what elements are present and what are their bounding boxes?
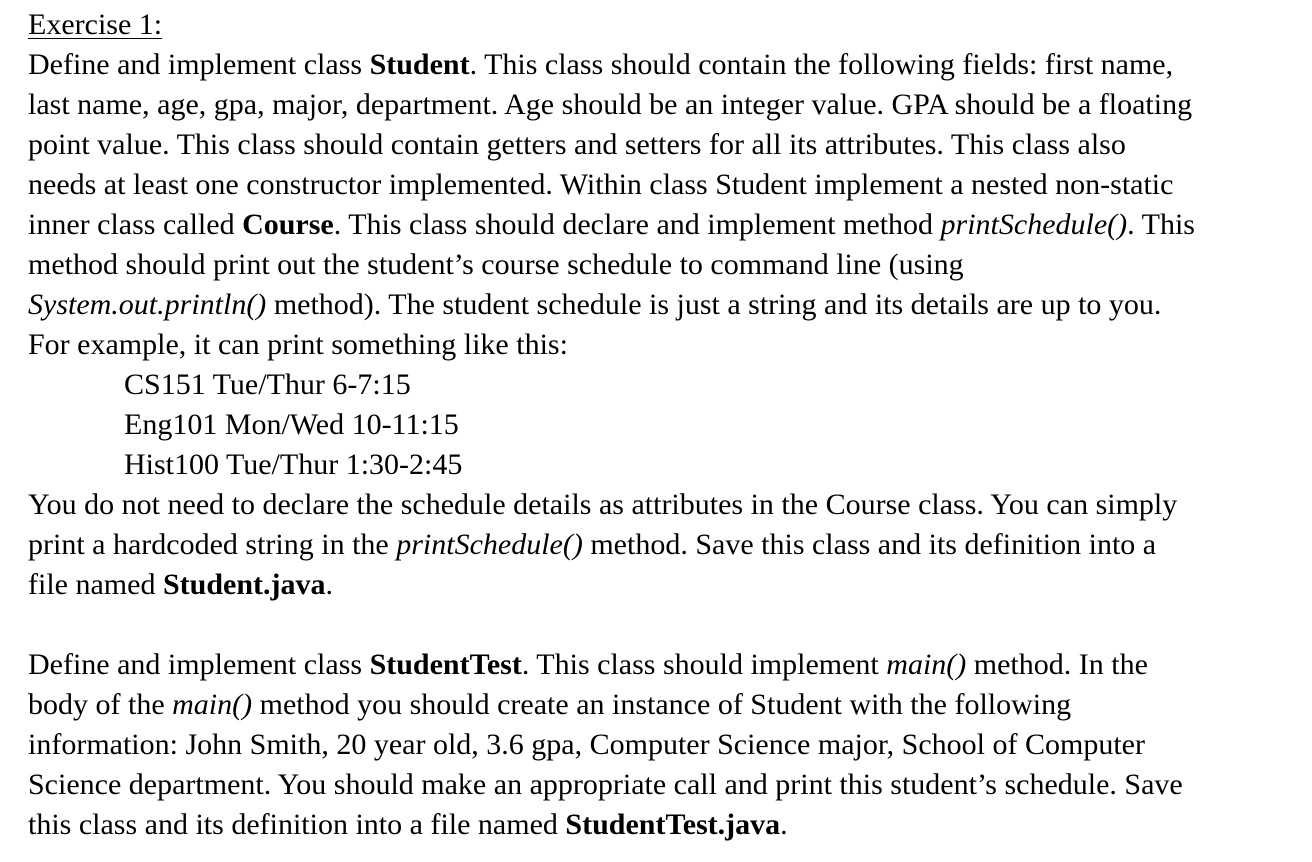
class-name-student: Student <box>369 48 470 81</box>
text-line: information: John Smith, 20 year old, 3.6 gpa, Computer Science major, School of Computer <box>28 728 1145 761</box>
text-line: this class and its definition into a file named StudentTest.java. <box>28 808 788 841</box>
text-line: print a hardcoded string in the printSchedule() method. Save this class and its definition into a <box>28 528 1157 561</box>
schedule-line: CS151 Tue/Thur 6-7:15 <box>124 368 411 401</box>
text-line: point value. This class should contain getters and setters for all its attributes. This class also <box>28 128 1126 161</box>
schedule-line: Hist100 Tue/Thur 1:30-2:45 <box>124 448 463 481</box>
file-name-studenttest-java: StudentTest.java <box>565 808 781 841</box>
paragraph-schedule-notes <box>28 485 1288 605</box>
document <box>28 5 1288 845</box>
paragraph-studenttest-class <box>28 645 1288 845</box>
text-line: method should print out the student’s course schedule to command line (using <box>28 248 964 281</box>
file-name-student-java: Student.java <box>162 568 326 601</box>
class-name-course: Course <box>242 208 334 241</box>
method-name-println: System.out.println() <box>28 288 267 321</box>
paragraph-spacer <box>28 605 1288 645</box>
text-line: Science department. You should make an appropriate call and print this student’s schedule. Save <box>28 768 1183 801</box>
text-line: inner class called Course. This class should declare and implement method printSchedule(). This <box>28 208 1195 241</box>
schedule-example <box>28 365 1288 485</box>
text-line: You do not need to declare the schedule details as attributes in the Course class. You can simply <box>28 488 1178 521</box>
text-line: file named Student.java. <box>28 568 333 601</box>
method-name-main: main() <box>172 688 253 721</box>
method-name-printschedule: printSchedule() <box>940 208 1128 241</box>
paragraph-student-class <box>28 45 1288 365</box>
text-line: For example, it can print something like this: <box>28 328 568 361</box>
text-line: needs at least one constructor implemented. Within class Student implement a nested non-static <box>28 168 1174 201</box>
text-line: last name, age, gpa, major, department. Age should be an integer value. GPA should be a floating <box>28 88 1193 121</box>
exercise-heading: Exercise 1: <box>28 8 163 41</box>
method-name-printschedule: printSchedule() <box>396 528 583 561</box>
method-name-main: main() <box>886 648 967 681</box>
text-line: System.out.println() method). The student schedule is just a string and its details are up to you. <box>28 288 1162 321</box>
text-line: body of the main() method you should create an instance of Student with the following <box>28 688 1072 721</box>
text-line: Define and implement class StudentTest. This class should implement main() method. In the <box>28 648 1148 681</box>
text-line: Define and implement class Student. This class should contain the following fields: first name, <box>28 48 1174 81</box>
schedule-line: Eng101 Mon/Wed 10-11:15 <box>124 408 459 441</box>
class-name-studenttest: StudentTest <box>369 648 522 681</box>
